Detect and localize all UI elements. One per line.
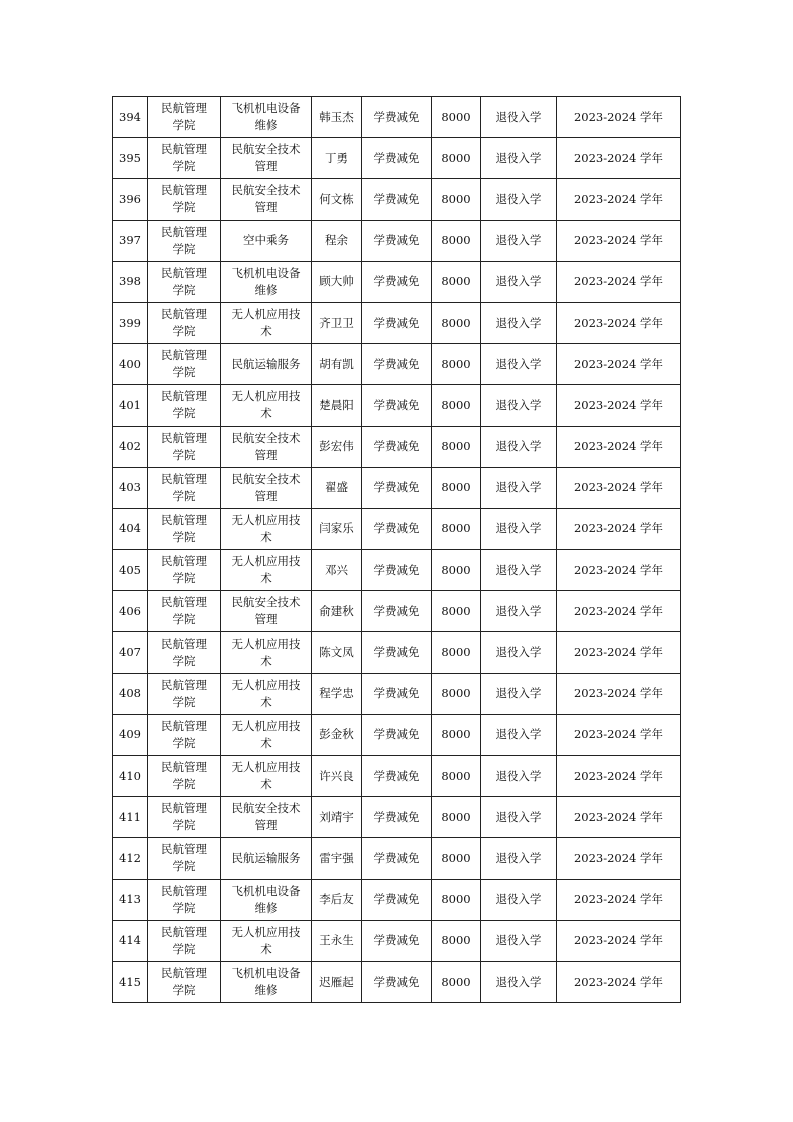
- college-cell-line: 民航管理: [161, 512, 207, 527]
- college-cell-line: 民航管理: [161, 718, 207, 733]
- amount-cell: 8000: [432, 838, 481, 879]
- major-cell: [221, 467, 312, 508]
- amount-cell: 8000: [432, 797, 481, 838]
- row-number-cell: 408: [113, 673, 148, 714]
- college-cell-line: 民航管理: [161, 883, 207, 898]
- reason-cell: 退役入学: [481, 961, 557, 1002]
- reason-cell: 退役入学: [481, 344, 557, 385]
- reason-cell: 退役入学: [481, 138, 557, 179]
- row-number-cell: 407: [113, 632, 148, 673]
- student-name-cell: 许兴良: [312, 756, 362, 797]
- row-number-cell: 395: [113, 138, 148, 179]
- college-cell-line: 民航管理: [161, 842, 207, 857]
- reason-cell: 退役入学: [481, 714, 557, 755]
- major-cell: [221, 797, 312, 838]
- academic-year-cell: 2023-2024 学年: [557, 756, 681, 797]
- college-cell-line: 学院: [172, 983, 196, 998]
- aid-type-cell: 学费减免: [362, 179, 432, 220]
- reason-cell: 退役入学: [481, 673, 557, 714]
- academic-year-cell: 2023-2024 学年: [557, 302, 681, 343]
- major-cell: [221, 673, 312, 714]
- major-cell: [221, 179, 312, 220]
- table-row: [113, 467, 681, 508]
- major-cell-line: 无人机应用技: [231, 677, 301, 692]
- reason-cell: 退役入学: [481, 920, 557, 961]
- aid-type-cell: 学费减免: [362, 508, 432, 549]
- student-name-cell: 齐卫卫: [312, 302, 362, 343]
- major-cell-line: 术: [260, 324, 272, 339]
- aid-type-cell: 学费减免: [362, 920, 432, 961]
- student-name-cell: 丁勇: [312, 138, 362, 179]
- major-cell-line: 无人机应用技: [231, 512, 301, 527]
- amount-cell: 8000: [432, 673, 481, 714]
- college-cell-line: 学院: [172, 653, 196, 668]
- major-cell: [221, 714, 312, 755]
- major-cell-line: 管理: [254, 159, 278, 174]
- aid-type-cell: 学费减免: [362, 550, 432, 591]
- student-name-cell: 翟盛: [312, 467, 362, 508]
- aid-type-cell: 学费减免: [362, 632, 432, 673]
- aid-type-cell: 学费减免: [362, 879, 432, 920]
- student-name-cell: 王永生: [312, 920, 362, 961]
- student-name-cell: 雷宇强: [312, 838, 362, 879]
- major-cell-line: 民航安全技术: [231, 430, 301, 445]
- college-cell-line: 学院: [172, 571, 196, 586]
- reason-cell: 退役入学: [481, 797, 557, 838]
- college-cell: [148, 220, 221, 261]
- student-name-cell: 俞建秋: [312, 591, 362, 632]
- college-cell-line: 民航管理: [161, 924, 207, 939]
- major-cell: [221, 385, 312, 426]
- college-cell: [148, 838, 221, 879]
- college-cell-line: 学院: [172, 735, 196, 750]
- row-number-cell: 406: [113, 591, 148, 632]
- table-row: [113, 920, 681, 961]
- student-name-cell: 顾大帅: [312, 261, 362, 302]
- major-cell-line: 维修: [254, 118, 278, 133]
- college-cell-line: 学院: [172, 777, 196, 792]
- aid-type-cell: 学费减免: [362, 344, 432, 385]
- college-cell: [148, 756, 221, 797]
- college-cell-line: 学院: [172, 694, 196, 709]
- academic-year-cell: 2023-2024 学年: [557, 879, 681, 920]
- row-number-cell: 413: [113, 879, 148, 920]
- college-cell: [148, 879, 221, 920]
- college-cell-line: 民航管理: [161, 142, 207, 157]
- aid-type-cell: 学费减免: [362, 138, 432, 179]
- major-cell: [221, 508, 312, 549]
- student-name-cell: 李后友: [312, 879, 362, 920]
- major-cell: [221, 838, 312, 879]
- major-cell-line: 管理: [254, 818, 278, 833]
- table-body: [113, 97, 681, 1003]
- student-name-cell: 程学忠: [312, 673, 362, 714]
- row-number-cell: 397: [113, 220, 148, 261]
- major-cell-line: 管理: [254, 612, 278, 627]
- college-cell-line: 民航管理: [161, 183, 207, 198]
- college-cell-line: 民航管理: [161, 801, 207, 816]
- amount-cell: 8000: [432, 550, 481, 591]
- college-cell-line: 民航管理: [161, 224, 207, 239]
- college-cell: [148, 632, 221, 673]
- table-row: [113, 961, 681, 1002]
- aid-type-cell: 学费减免: [362, 302, 432, 343]
- college-cell: [148, 344, 221, 385]
- row-number-cell: 401: [113, 385, 148, 426]
- amount-cell: 8000: [432, 302, 481, 343]
- student-name-cell: 陈文凤: [312, 632, 362, 673]
- college-cell-line: 民航管理: [161, 636, 207, 651]
- table-row: [113, 591, 681, 632]
- amount-cell: 8000: [432, 261, 481, 302]
- major-cell-line: 民航安全技术: [231, 471, 301, 486]
- table-row: [113, 550, 681, 591]
- amount-cell: 8000: [432, 756, 481, 797]
- major-cell: [221, 961, 312, 1002]
- amount-cell: 8000: [432, 344, 481, 385]
- row-number-cell: 405: [113, 550, 148, 591]
- college-cell: [148, 261, 221, 302]
- table-row: [113, 179, 681, 220]
- major-cell-line: 民航安全技术: [231, 183, 301, 198]
- amount-cell: 8000: [432, 879, 481, 920]
- amount-cell: 8000: [432, 920, 481, 961]
- table-row: [113, 797, 681, 838]
- major-cell-line: 术: [260, 694, 272, 709]
- college-cell-line: 学院: [172, 200, 196, 215]
- college-cell-line: 学院: [172, 365, 196, 380]
- college-cell: [148, 920, 221, 961]
- major-cell-line: 管理: [254, 447, 278, 462]
- college-cell-line: 民航管理: [161, 265, 207, 280]
- student-name-cell: 胡有凯: [312, 344, 362, 385]
- amount-cell: 8000: [432, 97, 481, 138]
- college-cell: [148, 179, 221, 220]
- reason-cell: 退役入学: [481, 385, 557, 426]
- college-cell: [148, 385, 221, 426]
- academic-year-cell: 2023-2024 学年: [557, 261, 681, 302]
- major-cell-line: 无人机应用技: [231, 554, 301, 569]
- college-cell: [148, 961, 221, 1002]
- major-cell-line: 无人机应用技: [231, 307, 301, 322]
- major-cell: [221, 756, 312, 797]
- college-cell-line: 学院: [172, 447, 196, 462]
- academic-year-cell: 2023-2024 学年: [557, 920, 681, 961]
- college-cell-line: 学院: [172, 159, 196, 174]
- major-cell-line: 飞机机电设备: [231, 265, 301, 280]
- aid-type-cell: 学费减免: [362, 838, 432, 879]
- reason-cell: 退役入学: [481, 550, 557, 591]
- major-cell: [221, 302, 312, 343]
- row-number-cell: 414: [113, 920, 148, 961]
- table-row: [113, 220, 681, 261]
- college-cell-line: 民航管理: [161, 760, 207, 775]
- college-cell-line: 学院: [172, 324, 196, 339]
- academic-year-cell: 2023-2024 学年: [557, 220, 681, 261]
- major-cell: [221, 261, 312, 302]
- amount-cell: 8000: [432, 426, 481, 467]
- row-number-cell: 411: [113, 797, 148, 838]
- academic-year-cell: 2023-2024 学年: [557, 797, 681, 838]
- aid-type-cell: 学费减免: [362, 385, 432, 426]
- table-row: [113, 97, 681, 138]
- reason-cell: 退役入学: [481, 591, 557, 632]
- major-cell-line: 飞机机电设备: [231, 101, 301, 116]
- table-row: [113, 138, 681, 179]
- major-cell-line: 民航安全技术: [231, 142, 301, 157]
- amount-cell: 8000: [432, 508, 481, 549]
- major-cell-line: 术: [260, 406, 272, 421]
- table-row: [113, 426, 681, 467]
- table-row: [113, 838, 681, 879]
- reason-cell: 退役入学: [481, 632, 557, 673]
- college-cell-line: 民航管理: [161, 101, 207, 116]
- major-cell: [221, 97, 312, 138]
- major-cell-line: 空中乘务: [243, 233, 289, 248]
- major-cell-line: 管理: [254, 488, 278, 503]
- row-number-cell: 404: [113, 508, 148, 549]
- row-number-cell: 396: [113, 179, 148, 220]
- academic-year-cell: 2023-2024 学年: [557, 344, 681, 385]
- academic-year-cell: 2023-2024 学年: [557, 838, 681, 879]
- college-cell: [148, 714, 221, 755]
- row-number-cell: 398: [113, 261, 148, 302]
- student-name-cell: 迟雁起: [312, 961, 362, 1002]
- table-row: [113, 508, 681, 549]
- academic-year-cell: 2023-2024 学年: [557, 179, 681, 220]
- major-cell-line: 维修: [254, 983, 278, 998]
- table-row: [113, 632, 681, 673]
- reason-cell: 退役入学: [481, 426, 557, 467]
- reason-cell: 退役入学: [481, 261, 557, 302]
- reason-cell: 退役入学: [481, 97, 557, 138]
- student-name-cell: 邓兴: [312, 550, 362, 591]
- student-name-cell: 何文栋: [312, 179, 362, 220]
- row-number-cell: 410: [113, 756, 148, 797]
- major-cell-line: 术: [260, 941, 272, 956]
- major-cell: [221, 632, 312, 673]
- college-cell: [148, 673, 221, 714]
- reason-cell: 退役入学: [481, 756, 557, 797]
- major-cell: [221, 344, 312, 385]
- aid-type-cell: 学费减免: [362, 961, 432, 1002]
- academic-year-cell: 2023-2024 学年: [557, 714, 681, 755]
- table-row: [113, 756, 681, 797]
- academic-year-cell: 2023-2024 学年: [557, 97, 681, 138]
- college-cell-line: 民航管理: [161, 677, 207, 692]
- aid-type-cell: 学费减免: [362, 756, 432, 797]
- academic-year-cell: 2023-2024 学年: [557, 385, 681, 426]
- amount-cell: 8000: [432, 179, 481, 220]
- aid-type-cell: 学费减免: [362, 797, 432, 838]
- reason-cell: 退役入学: [481, 879, 557, 920]
- major-cell-line: 民航安全技术: [231, 595, 301, 610]
- reason-cell: 退役入学: [481, 220, 557, 261]
- college-cell-line: 学院: [172, 118, 196, 133]
- aid-type-cell: 学费减免: [362, 261, 432, 302]
- major-cell-line: 飞机机电设备: [231, 883, 301, 898]
- major-cell-line: 无人机应用技: [231, 760, 301, 775]
- aid-type-cell: 学费减免: [362, 714, 432, 755]
- college-cell: [148, 550, 221, 591]
- major-cell-line: 术: [260, 529, 272, 544]
- table-row: [113, 302, 681, 343]
- amount-cell: 8000: [432, 632, 481, 673]
- reason-cell: 退役入学: [481, 179, 557, 220]
- academic-year-cell: 2023-2024 学年: [557, 467, 681, 508]
- reason-cell: 退役入学: [481, 838, 557, 879]
- major-cell-line: 无人机应用技: [231, 924, 301, 939]
- college-cell: [148, 508, 221, 549]
- row-number-cell: 403: [113, 467, 148, 508]
- table-row: [113, 673, 681, 714]
- college-cell-line: 民航管理: [161, 430, 207, 445]
- amount-cell: 8000: [432, 467, 481, 508]
- major-cell-line: 维修: [254, 282, 278, 297]
- college-cell-line: 民航管理: [161, 966, 207, 981]
- table-row: [113, 385, 681, 426]
- student-name-cell: 楚晨阳: [312, 385, 362, 426]
- row-number-cell: 394: [113, 97, 148, 138]
- major-cell-line: 维修: [254, 900, 278, 915]
- college-cell-line: 民航管理: [161, 554, 207, 569]
- table-row: [113, 261, 681, 302]
- academic-year-cell: 2023-2024 学年: [557, 961, 681, 1002]
- college-cell-line: 学院: [172, 406, 196, 421]
- major-cell-line: 无人机应用技: [231, 718, 301, 733]
- college-cell-line: 民航管理: [161, 348, 207, 363]
- student-list-table: [112, 96, 681, 1003]
- aid-type-cell: 学费减免: [362, 97, 432, 138]
- major-cell-line: 管理: [254, 200, 278, 215]
- row-number-cell: 412: [113, 838, 148, 879]
- college-cell: [148, 138, 221, 179]
- college-cell-line: 学院: [172, 941, 196, 956]
- college-cell-line: 学院: [172, 859, 196, 874]
- row-number-cell: 402: [113, 426, 148, 467]
- row-number-cell: 409: [113, 714, 148, 755]
- major-cell-line: 民航安全技术: [231, 801, 301, 816]
- major-cell-line: 术: [260, 777, 272, 792]
- amount-cell: 8000: [432, 591, 481, 632]
- college-cell: [148, 97, 221, 138]
- major-cell: [221, 879, 312, 920]
- row-number-cell: 399: [113, 302, 148, 343]
- amount-cell: 8000: [432, 138, 481, 179]
- student-name-cell: 闫家乐: [312, 508, 362, 549]
- major-cell-line: 术: [260, 735, 272, 750]
- college-cell: [148, 591, 221, 632]
- college-cell-line: 学院: [172, 282, 196, 297]
- major-cell: [221, 220, 312, 261]
- academic-year-cell: 2023-2024 学年: [557, 673, 681, 714]
- major-cell-line: 术: [260, 653, 272, 668]
- student-name-cell: 韩玉杰: [312, 97, 362, 138]
- college-cell-line: 学院: [172, 612, 196, 627]
- major-cell: [221, 550, 312, 591]
- major-cell-line: 飞机机电设备: [231, 966, 301, 981]
- major-cell-line: 无人机应用技: [231, 389, 301, 404]
- college-cell: [148, 797, 221, 838]
- row-number-cell: 415: [113, 961, 148, 1002]
- major-cell-line: 民航运输服务: [231, 356, 301, 371]
- academic-year-cell: 2023-2024 学年: [557, 550, 681, 591]
- academic-year-cell: 2023-2024 学年: [557, 591, 681, 632]
- aid-type-cell: 学费减免: [362, 467, 432, 508]
- college-cell-line: 学院: [172, 241, 196, 256]
- academic-year-cell: 2023-2024 学年: [557, 138, 681, 179]
- college-cell-line: 民航管理: [161, 389, 207, 404]
- major-cell: [221, 920, 312, 961]
- table-row: [113, 879, 681, 920]
- college-cell-line: 学院: [172, 900, 196, 915]
- college-cell: [148, 302, 221, 343]
- college-cell-line: 民航管理: [161, 471, 207, 486]
- major-cell-line: 术: [260, 571, 272, 586]
- academic-year-cell: 2023-2024 学年: [557, 508, 681, 549]
- amount-cell: 8000: [432, 220, 481, 261]
- table-row: [113, 344, 681, 385]
- student-name-cell: 程余: [312, 220, 362, 261]
- reason-cell: 退役入学: [481, 302, 557, 343]
- student-name-cell: 彭宏伟: [312, 426, 362, 467]
- academic-year-cell: 2023-2024 学年: [557, 632, 681, 673]
- college-cell-line: 民航管理: [161, 595, 207, 610]
- major-cell-line: 民航运输服务: [231, 850, 301, 865]
- reason-cell: 退役入学: [481, 467, 557, 508]
- aid-type-cell: 学费减免: [362, 591, 432, 632]
- major-cell: [221, 426, 312, 467]
- college-cell-line: 学院: [172, 818, 196, 833]
- reason-cell: 退役入学: [481, 508, 557, 549]
- college-cell: [148, 467, 221, 508]
- major-cell: [221, 591, 312, 632]
- aid-type-cell: 学费减免: [362, 220, 432, 261]
- academic-year-cell: 2023-2024 学年: [557, 426, 681, 467]
- aid-type-cell: 学费减免: [362, 673, 432, 714]
- table-row: [113, 714, 681, 755]
- student-name-cell: 刘靖宇: [312, 797, 362, 838]
- row-number-cell: 400: [113, 344, 148, 385]
- college-cell-line: 学院: [172, 488, 196, 503]
- major-cell: [221, 138, 312, 179]
- major-cell-line: 无人机应用技: [231, 636, 301, 651]
- aid-type-cell: 学费减免: [362, 426, 432, 467]
- college-cell: [148, 426, 221, 467]
- student-name-cell: 彭金秋: [312, 714, 362, 755]
- college-cell-line: 民航管理: [161, 307, 207, 322]
- amount-cell: 8000: [432, 385, 481, 426]
- amount-cell: 8000: [432, 714, 481, 755]
- amount-cell: 8000: [432, 961, 481, 1002]
- college-cell-line: 学院: [172, 529, 196, 544]
